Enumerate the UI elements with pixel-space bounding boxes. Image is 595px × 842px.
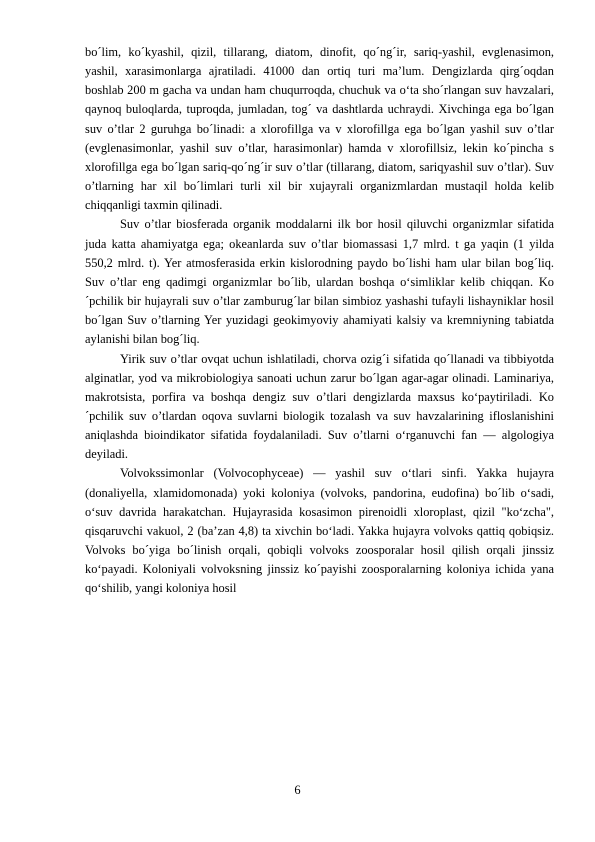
page-number: 6 [294, 783, 301, 797]
paragraph-practical-use: Yirik suv o’tlar ovqat uchun ishlatiladi, chorva ozig´i sifatida qo´llanadi va tibbiyotda alginatlar, yod va mikrobiologiya sanoati uchun zarur bo´lgan agar-agar olinadi. Laminariya, makrotsista, porfira va boshqa dengiz suv o’tlari dengizlarda maxsus ko‘paytiriladi. Ko´pchilik suv o’tlardan oqova suvlarni biologik tozalash va suv havzalarining ifloslanishini aniqlashda bioindikator sifatida foydalaniladi. Suv o’tlarni o‘rganuvchi fan — algologiya deyiladi. [85, 351, 554, 462]
paragraph-biosphere-role: Suv o’tlar biosferada organik moddalarni ilk bor hosil qiluvchi organizmlar sifatida juda katta ahamiyatga ega; okeanlarda suv o’tlar biomassasi 1,7 mlrd. t ga yaqin (1 yilda 550,2 mlrd. t). Yer atmosferasida erkin kislorodning paydo bo´lishi ham ular bilan bog´liq. Suv o’tlar eng qadimgi organizmlar bo´lib, ulardan boshqa o‘simliklar kelib chiqqan. Ko´pchilik bir hujayrali suv o’tlar zamburug´lar bilan simbioz yashashi tufayli lishayniklar hosil bo´lgan Suv o’tlarning Yer yuzidagi geokimyoviy ahamiyati kalsiy va kremniyning tabiatda aylanishi bilan bog´liq. [85, 217, 554, 347]
paragraph-volvocophyceae: Volvokssimonlar (Volvocophyceae) — yashil suv o‘tlari sinfi. Yakka hujayra (donaliyella, xlamidomonada) yoki koloniya (volvoks, pandorina, eudofina) bo´lib o‘sadi, o‘suv davrida harakatchan. Hujayrasida kosasimon pirenoidli xloroplast, qizil "ko‘zcha", qisqaruvchi vakuol, 2 (ba’zan 4,8) ta xivchin bo‘ladi. Yakka hujayra volvoks qattiq qobiqsiz. Volvoks bo´yiga bo´linish orqali, qobiqli volvoks zoosporalar hosil qilish orqali jinssiz ko‘payadi. Koloniyali volvoksning jinssiz ko´payishi zoosporalarning koloniya ichida yana qo‘shilib, yangi koloniya hosil [85, 466, 554, 596]
paragraph-algae-divisions: bo´lim, ko´kyashil, qizil, tillarang, diatom, dinofit, qo´ng´ir, sariq-yashil, evglenasimon, yashil, xarasimonlarga ajratiladi. 41000 dan ortiq turi ma’lum. Dengizlarda qirg´oqdan boshlab 200 m gacha va undan ham chuqurroqda, chuchuk va o‘ta sho´rlangan suv havzalari, qaynoq buloqlarda, tuproqda, jumladan, tog´ va dashtlarda uchraydi. Xivchinga ega bo´lgan suv o’tlar 2 guruhga bo´linadi: a xlorofillga va v xlorofillga ega bo´lgan yashil suv o’tlar (evglenasimonlar, yashil suv o’tlar, harasimonlar) hamda v xlorofillsiz, lekin ko´pincha s xlorofillga ega bo´lgan sariq-qo´ng´ir suv o’tlar (tillarang, diatom, sariqyashil suv o’tlar). Suv o’tlarning har xil bo´limlari turli xil bir xujayrali organizmlardan mustaqil holda kelib chiqqanligi taxmin qilinadi. [85, 45, 554, 213]
document-page [85, 43, 554, 599]
